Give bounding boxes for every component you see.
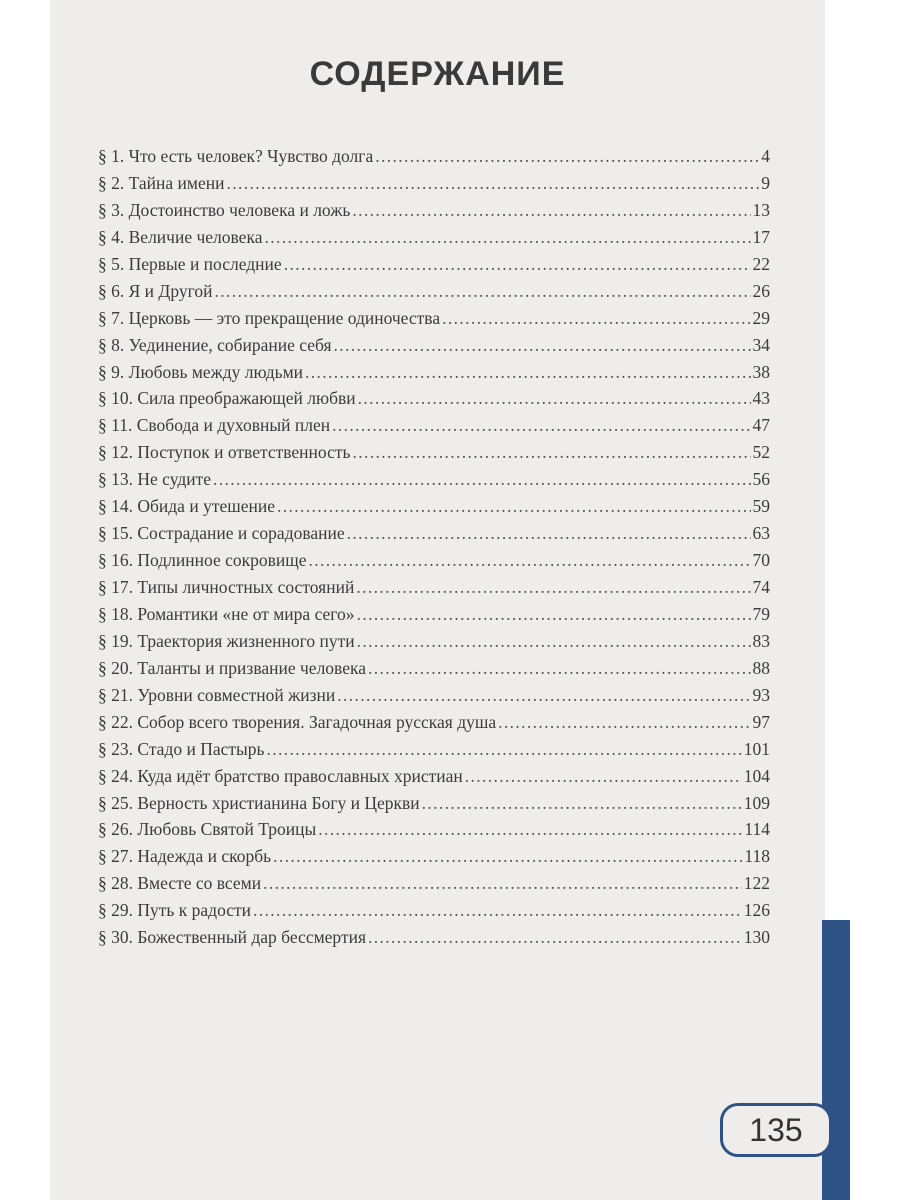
toc-entry-page: 4 bbox=[761, 146, 770, 166]
toc-entry-page: 104 bbox=[743, 765, 770, 786]
toc-entry-title: § 6. Я и Другой bbox=[98, 280, 213, 301]
toc-entry-title: § 2. Тайна имени bbox=[98, 172, 225, 193]
toc-entry-page: 130 bbox=[743, 927, 770, 948]
dot-leader bbox=[375, 146, 759, 167]
toc-entry-title: § 15. Сострадание и сорадование bbox=[98, 523, 345, 544]
toc-entry bbox=[98, 173, 770, 200]
page-number: 135 bbox=[749, 1111, 803, 1148]
toc-entry-page: 43 bbox=[752, 388, 770, 409]
toc-entry bbox=[98, 766, 770, 793]
toc-entry-title: § 9. Любовь между людьми bbox=[98, 361, 304, 382]
toc-entry bbox=[98, 523, 770, 550]
toc-entry-page: 97 bbox=[752, 711, 770, 732]
dot-leader bbox=[358, 388, 751, 409]
toc-entry-title: § 28. Вместе со всеми bbox=[98, 873, 262, 894]
toc-entry-page: 79 bbox=[752, 603, 770, 624]
toc-entry bbox=[98, 415, 770, 442]
toc-entry-page: 118 bbox=[744, 846, 770, 867]
dot-leader bbox=[368, 658, 751, 679]
toc-entry-title: § 16. Подлинное сокровище bbox=[98, 550, 307, 571]
dot-leader bbox=[352, 442, 750, 463]
toc-entry-page: 126 bbox=[743, 900, 770, 921]
toc-entry bbox=[98, 362, 770, 389]
dot-leader bbox=[422, 793, 742, 814]
toc-entry-title: § 8. Уединение, собирание себя bbox=[98, 334, 332, 355]
toc-entry-title: § 1. Что есть человек? Чувство долга bbox=[98, 146, 374, 166]
toc-entry bbox=[98, 308, 770, 335]
toc-entry bbox=[98, 685, 770, 712]
toc-entry-title: § 29. Путь к радости bbox=[98, 900, 252, 921]
dot-leader bbox=[352, 200, 750, 221]
toc-entry-title: § 30. Божественный дар бессмертия bbox=[98, 927, 367, 948]
toc-entry bbox=[98, 604, 770, 631]
dot-leader bbox=[347, 523, 751, 544]
toc-entry-page: 47 bbox=[752, 415, 770, 436]
dot-leader bbox=[332, 415, 750, 436]
toc-entry-title: § 17. Типы личностных состояний bbox=[98, 577, 355, 597]
dot-leader bbox=[368, 927, 742, 948]
toc-entry-page: 26 bbox=[752, 280, 770, 301]
toc-entry-page: 34 bbox=[752, 334, 770, 355]
toc-entry-page: 83 bbox=[752, 630, 770, 651]
toc-entry bbox=[98, 388, 770, 415]
dot-leader bbox=[357, 604, 751, 625]
blue-edge-tab bbox=[822, 920, 850, 1200]
toc-entry bbox=[98, 200, 770, 227]
toc-entry bbox=[98, 254, 770, 281]
dot-leader bbox=[273, 846, 742, 867]
toc-entry-title: § 3. Достоинство человека и ложь bbox=[98, 199, 351, 220]
toc-entry-page: 93 bbox=[752, 684, 770, 705]
dot-leader bbox=[334, 335, 751, 356]
toc-entry-page: 22 bbox=[752, 253, 770, 274]
toc-entry-page: 9 bbox=[761, 172, 770, 193]
dot-leader bbox=[284, 254, 751, 275]
dot-leader bbox=[277, 496, 751, 517]
dot-leader bbox=[253, 900, 742, 921]
dot-leader bbox=[214, 281, 750, 302]
dot-leader bbox=[465, 766, 742, 787]
toc-entry-title: § 12. Поступок и ответственность bbox=[98, 442, 351, 463]
toc-entry-page: 109 bbox=[743, 792, 770, 813]
toc-entry-page: 17 bbox=[752, 226, 770, 247]
toc-entry-title: § 25. Верность христианина Богу и Церкви bbox=[98, 792, 420, 813]
toc-entry-page: 38 bbox=[752, 361, 770, 382]
toc-entry-title: § 20. Таланты и призвание человека bbox=[98, 657, 366, 678]
dot-leader bbox=[213, 469, 750, 490]
toc-entry-page: 63 bbox=[752, 523, 770, 544]
toc-entry bbox=[98, 631, 770, 658]
toc-entry-title: § 11. Свобода и духовный плен bbox=[98, 415, 331, 436]
toc-entry bbox=[98, 469, 770, 496]
dot-leader bbox=[498, 712, 750, 733]
toc-entry-title: § 10. Сила преображающей любви bbox=[98, 388, 356, 409]
toc-entry-page: 88 bbox=[752, 657, 770, 678]
toc-entry-page: 74 bbox=[752, 577, 770, 597]
toc-entry-title: § 18. Романтики «не от мира сего» bbox=[98, 603, 355, 624]
toc-entry-title: § 26. Любовь Святой Троицы bbox=[98, 819, 317, 840]
toc-entry bbox=[98, 442, 770, 469]
toc-entry-title: § 13. Не судите bbox=[98, 469, 212, 490]
toc-entry bbox=[98, 927, 770, 954]
toc-entry bbox=[98, 793, 770, 820]
toc-entry bbox=[98, 577, 770, 604]
toc-entry-page: 52 bbox=[752, 442, 770, 463]
toc-entry-title: § 22. Собор всего творения. Загадочная русская душа bbox=[98, 711, 497, 732]
toc-entry-title: § 23. Стадо и Пастырь bbox=[98, 738, 265, 759]
dot-leader bbox=[357, 631, 751, 652]
toc-entry-title: § 24. Куда идёт братство православных христиан bbox=[98, 765, 463, 786]
toc-entry bbox=[98, 227, 770, 254]
dot-leader bbox=[318, 819, 742, 840]
dot-leader bbox=[226, 173, 759, 194]
toc-entry bbox=[98, 550, 770, 577]
toc-entry bbox=[98, 281, 770, 308]
toc-entry-page: 59 bbox=[752, 496, 770, 517]
toc-entry-title: § 4. Величие человека bbox=[98, 226, 263, 247]
toc-entry bbox=[98, 873, 770, 900]
page-number-badge bbox=[720, 1103, 832, 1157]
toc-entry bbox=[98, 739, 770, 766]
toc-entry-page: 114 bbox=[744, 819, 770, 840]
toc-entry bbox=[98, 496, 770, 523]
toc-entry-page: 29 bbox=[752, 307, 770, 328]
toc-entry-title: § 19. Траектория жизненного пути bbox=[98, 630, 355, 651]
dot-leader bbox=[263, 873, 742, 894]
page-title: СОДЕРЖАНИЕ bbox=[309, 54, 566, 93]
dot-leader bbox=[305, 362, 750, 383]
toc-entry-page: 70 bbox=[752, 550, 770, 571]
dot-leader bbox=[337, 685, 750, 706]
dot-leader bbox=[267, 739, 742, 760]
toc-entry-page: 13 bbox=[752, 199, 770, 220]
toc-entry bbox=[98, 335, 770, 362]
dot-leader bbox=[442, 308, 750, 329]
toc-entry bbox=[98, 846, 770, 873]
toc-entry-title: § 27. Надежда и скорбь bbox=[98, 846, 272, 867]
dot-leader bbox=[309, 550, 751, 571]
toc-entry bbox=[98, 900, 770, 927]
toc-entry bbox=[98, 146, 770, 173]
toc-entry-page: 101 bbox=[743, 738, 770, 759]
toc-entry bbox=[98, 658, 770, 685]
toc-entry bbox=[98, 819, 770, 846]
dot-leader bbox=[356, 577, 750, 598]
toc-entry-title: § 7. Церковь — это прекращение одиночества bbox=[98, 307, 441, 328]
toc-entry bbox=[98, 712, 770, 739]
toc-entry-title: § 5. Первые и последние bbox=[98, 253, 282, 274]
toc-entry-title: § 14. Обида и утешение bbox=[98, 496, 275, 517]
dot-leader bbox=[264, 227, 750, 248]
toc-entry-page: 122 bbox=[743, 873, 770, 894]
table-of-contents bbox=[98, 146, 770, 954]
toc-entry-title: § 21. Уровни совместной жизни bbox=[98, 684, 336, 705]
toc-entry-page: 56 bbox=[752, 469, 770, 490]
